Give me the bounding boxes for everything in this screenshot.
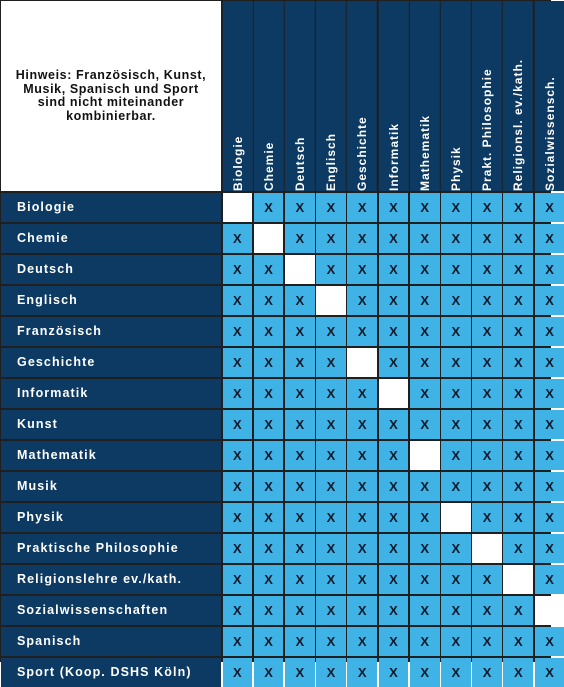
combination-mark: X (503, 286, 533, 316)
combination-mark: X (379, 410, 409, 440)
column-header-label: Prakt. Philosophie (480, 68, 494, 191)
combination-mark: X (379, 441, 409, 471)
combination-mark: X (347, 317, 377, 347)
combination-mark: X (223, 410, 253, 440)
combination-mark: X (223, 534, 253, 564)
column-header-label: Sozialwissensch. (543, 76, 557, 191)
combination-mark: X (503, 534, 533, 564)
column-header (316, 1, 346, 191)
combination-mark: X (441, 472, 471, 502)
column-header (254, 1, 284, 191)
combination-mark: X (254, 441, 284, 471)
combination-mark: X (472, 379, 502, 409)
combination-mark: X (285, 224, 315, 254)
combination-mark: X (285, 286, 315, 316)
combination-mark: X (347, 255, 377, 285)
empty-cell (316, 286, 346, 316)
combination-mark: X (441, 410, 471, 440)
combination-mark: X (472, 193, 502, 223)
combination-mark: X (441, 348, 471, 378)
combination-mark: X (379, 503, 409, 533)
combination-mark: X (472, 596, 502, 626)
row-header: Praktische Philosophie (1, 534, 221, 564)
row-header: Mathematik (1, 441, 221, 471)
combination-mark: X (472, 658, 502, 687)
combination-mark: X (347, 627, 377, 657)
combination-mark: X (410, 410, 440, 440)
combination-mark: X (285, 441, 315, 471)
row-header: Chemie (1, 224, 221, 254)
combination-mark: X (472, 348, 502, 378)
combination-mark: X (535, 317, 564, 347)
combination-mark: X (503, 596, 533, 626)
combination-mark: X (223, 255, 253, 285)
combination-mark: X (503, 317, 533, 347)
combination-mark: X (535, 286, 564, 316)
combination-mark: X (223, 317, 253, 347)
column-header-label: Biologie (230, 136, 244, 191)
column-header (285, 1, 315, 191)
combination-mark: X (503, 348, 533, 378)
combination-mark: X (285, 472, 315, 502)
combination-mark: X (316, 503, 346, 533)
combination-mark: X (254, 596, 284, 626)
column-header (223, 1, 253, 191)
combination-mark: X (441, 658, 471, 687)
combination-mark: X (472, 286, 502, 316)
combination-mark: X (535, 627, 564, 657)
combination-mark: X (535, 224, 564, 254)
row-header: Spanisch (1, 627, 221, 657)
combination-mark: X (472, 627, 502, 657)
combination-mark: X (316, 658, 346, 687)
combination-mark: X (254, 565, 284, 595)
row-header: Musik (1, 472, 221, 502)
combination-mark: X (316, 441, 346, 471)
combination-mark: X (347, 379, 377, 409)
column-header (503, 1, 533, 191)
combination-mark: X (285, 596, 315, 626)
combination-mark: X (223, 286, 253, 316)
combination-mark: X (347, 658, 377, 687)
empty-cell (254, 224, 284, 254)
combination-mark: X (347, 441, 377, 471)
combination-mark: X (535, 193, 564, 223)
row-header: Physik (1, 503, 221, 533)
combination-mark: X (379, 255, 409, 285)
combination-mark: X (254, 193, 284, 223)
combination-mark: X (379, 658, 409, 687)
empty-cell (472, 534, 502, 564)
combination-mark: X (410, 596, 440, 626)
combination-mark: X (441, 534, 471, 564)
combination-mark: X (441, 224, 471, 254)
row-header: Geschichte (1, 348, 221, 378)
row-header: Kunst (1, 410, 221, 440)
combination-mark: X (379, 286, 409, 316)
combination-mark: X (316, 255, 346, 285)
combination-mark: X (347, 193, 377, 223)
combination-mark: X (223, 224, 253, 254)
column-header-label: Religionsl. ev./kath. (511, 59, 525, 191)
combination-mark: X (441, 193, 471, 223)
empty-cell (410, 441, 440, 471)
row-header: Sport (Koop. DSHS Köln) (1, 658, 221, 687)
empty-cell (441, 503, 471, 533)
combination-mark: X (472, 255, 502, 285)
row-header: Informatik (1, 379, 221, 409)
combination-mark: X (316, 627, 346, 657)
combination-mark: X (472, 472, 502, 502)
combination-mark: X (503, 255, 533, 285)
column-header-label: Deutsch (293, 137, 307, 191)
column-header-label: Mathematik (418, 115, 432, 191)
combination-mark: X (285, 658, 315, 687)
combination-mark: X (223, 472, 253, 502)
combination-mark: X (285, 534, 315, 564)
combination-mark: X (347, 565, 377, 595)
combination-mark: X (535, 472, 564, 502)
combination-mark: X (254, 472, 284, 502)
column-header-label: Informatik (386, 123, 400, 191)
combination-mark: X (347, 503, 377, 533)
combination-mark: X (503, 627, 533, 657)
combination-mark: X (223, 379, 253, 409)
combination-mark: X (441, 255, 471, 285)
combination-mark: X (379, 565, 409, 595)
combination-mark: X (285, 565, 315, 595)
combination-mark: X (410, 193, 440, 223)
column-header-label: Englisch (324, 133, 338, 191)
combination-mark: X (316, 379, 346, 409)
column-header (347, 1, 377, 191)
combination-mark: X (535, 503, 564, 533)
combination-mark: X (535, 534, 564, 564)
row-header: Religionslehre ev./kath. (1, 565, 221, 595)
combination-mark: X (347, 534, 377, 564)
combination-mark: X (472, 565, 502, 595)
combination-mark: X (316, 410, 346, 440)
row-header: Sozialwissenschaften (1, 596, 221, 626)
combination-mark: X (410, 255, 440, 285)
column-header (410, 1, 440, 191)
empty-cell (379, 379, 409, 409)
combination-mark: X (472, 441, 502, 471)
combination-mark: X (472, 224, 502, 254)
combination-mark: X (441, 286, 471, 316)
combination-mark: X (223, 503, 253, 533)
combination-mark: X (347, 472, 377, 502)
combination-mark: X (410, 565, 440, 595)
combination-mark: X (223, 441, 253, 471)
combination-mark: X (535, 348, 564, 378)
combination-mark: X (410, 224, 440, 254)
combination-mark: X (410, 317, 440, 347)
combination-mark: X (535, 565, 564, 595)
combination-mark: X (379, 224, 409, 254)
combination-mark: X (316, 317, 346, 347)
combination-mark: X (347, 286, 377, 316)
combination-mark: X (535, 441, 564, 471)
combination-mark: X (410, 472, 440, 502)
combination-mark: X (223, 348, 253, 378)
combination-mark: X (254, 534, 284, 564)
combination-mark: X (347, 596, 377, 626)
combination-mark: X (316, 565, 346, 595)
combination-mark: X (441, 379, 471, 409)
combination-mark: X (223, 658, 253, 687)
column-header (472, 1, 502, 191)
combination-mark: X (441, 596, 471, 626)
combination-mark: X (503, 379, 533, 409)
combination-mark: X (379, 534, 409, 564)
combination-mark: X (254, 410, 284, 440)
combination-mark: X (410, 379, 440, 409)
combination-mark: X (285, 379, 315, 409)
combination-mark: X (347, 224, 377, 254)
combination-mark: X (316, 193, 346, 223)
row-header: Deutsch (1, 255, 221, 285)
combination-mark: X (503, 193, 533, 223)
column-header (535, 1, 564, 191)
combination-mark: X (223, 627, 253, 657)
column-header (379, 1, 409, 191)
combination-mark: X (503, 441, 533, 471)
empty-cell (223, 193, 253, 223)
combination-mark: X (503, 472, 533, 502)
note-cell: Hinweis: Französisch, Kunst, Musik, Spanisch und Sport sind nicht miteinander kombinierbar. (1, 1, 221, 191)
combination-mark: X (410, 627, 440, 657)
combination-mark: X (535, 255, 564, 285)
combination-mark: X (316, 596, 346, 626)
combination-mark: X (285, 193, 315, 223)
combination-mark: X (535, 379, 564, 409)
row-header: Französisch (1, 317, 221, 347)
combination-mark: X (254, 255, 284, 285)
combination-mark: X (441, 317, 471, 347)
column-header-label: Geschichte (355, 116, 369, 191)
combination-mark: X (503, 503, 533, 533)
combination-mark: X (379, 472, 409, 502)
empty-cell (347, 348, 377, 378)
empty-cell (285, 255, 315, 285)
combination-mark: X (410, 534, 440, 564)
combination-mark: X (223, 565, 253, 595)
combination-mark: X (472, 317, 502, 347)
combination-mark: X (223, 596, 253, 626)
combination-mark: X (410, 348, 440, 378)
combination-mark: X (285, 627, 315, 657)
combination-mark: X (379, 317, 409, 347)
column-header-label: Chemie (262, 142, 276, 191)
combination-mark: X (379, 348, 409, 378)
combination-mark: X (472, 503, 502, 533)
combination-mark: X (285, 503, 315, 533)
combination-mark: X (316, 472, 346, 502)
combination-mark: X (254, 379, 284, 409)
combination-mark: X (316, 224, 346, 254)
combination-mark: X (254, 348, 284, 378)
combination-mark: X (441, 627, 471, 657)
combination-mark: X (379, 627, 409, 657)
combination-mark: X (503, 658, 533, 687)
column-header (441, 1, 471, 191)
column-header-label: Physik (449, 146, 463, 191)
row-header: Englisch (1, 286, 221, 316)
combination-mark: X (441, 565, 471, 595)
combination-mark: X (503, 410, 533, 440)
combination-mark: X (316, 534, 346, 564)
combination-mark: X (410, 658, 440, 687)
combination-mark: X (285, 317, 315, 347)
combination-mark: X (379, 193, 409, 223)
combination-mark: X (410, 503, 440, 533)
combination-mark: X (254, 503, 284, 533)
combination-mark: X (503, 224, 533, 254)
row-header: Biologie (1, 193, 221, 223)
combination-mark: X (254, 658, 284, 687)
combination-mark: X (535, 658, 564, 687)
empty-cell (535, 596, 564, 626)
empty-cell (503, 565, 533, 595)
combination-mark: X (472, 410, 502, 440)
combination-mark: X (254, 317, 284, 347)
combination-mark: X (254, 627, 284, 657)
combination-mark: X (441, 441, 471, 471)
combination-mark: X (254, 286, 284, 316)
combination-mark: X (347, 410, 377, 440)
combination-mark: X (535, 410, 564, 440)
combination-mark: X (285, 348, 315, 378)
combination-mark: X (316, 348, 346, 378)
combination-mark: X (285, 410, 315, 440)
combination-mark: X (410, 286, 440, 316)
combination-mark: X (379, 596, 409, 626)
